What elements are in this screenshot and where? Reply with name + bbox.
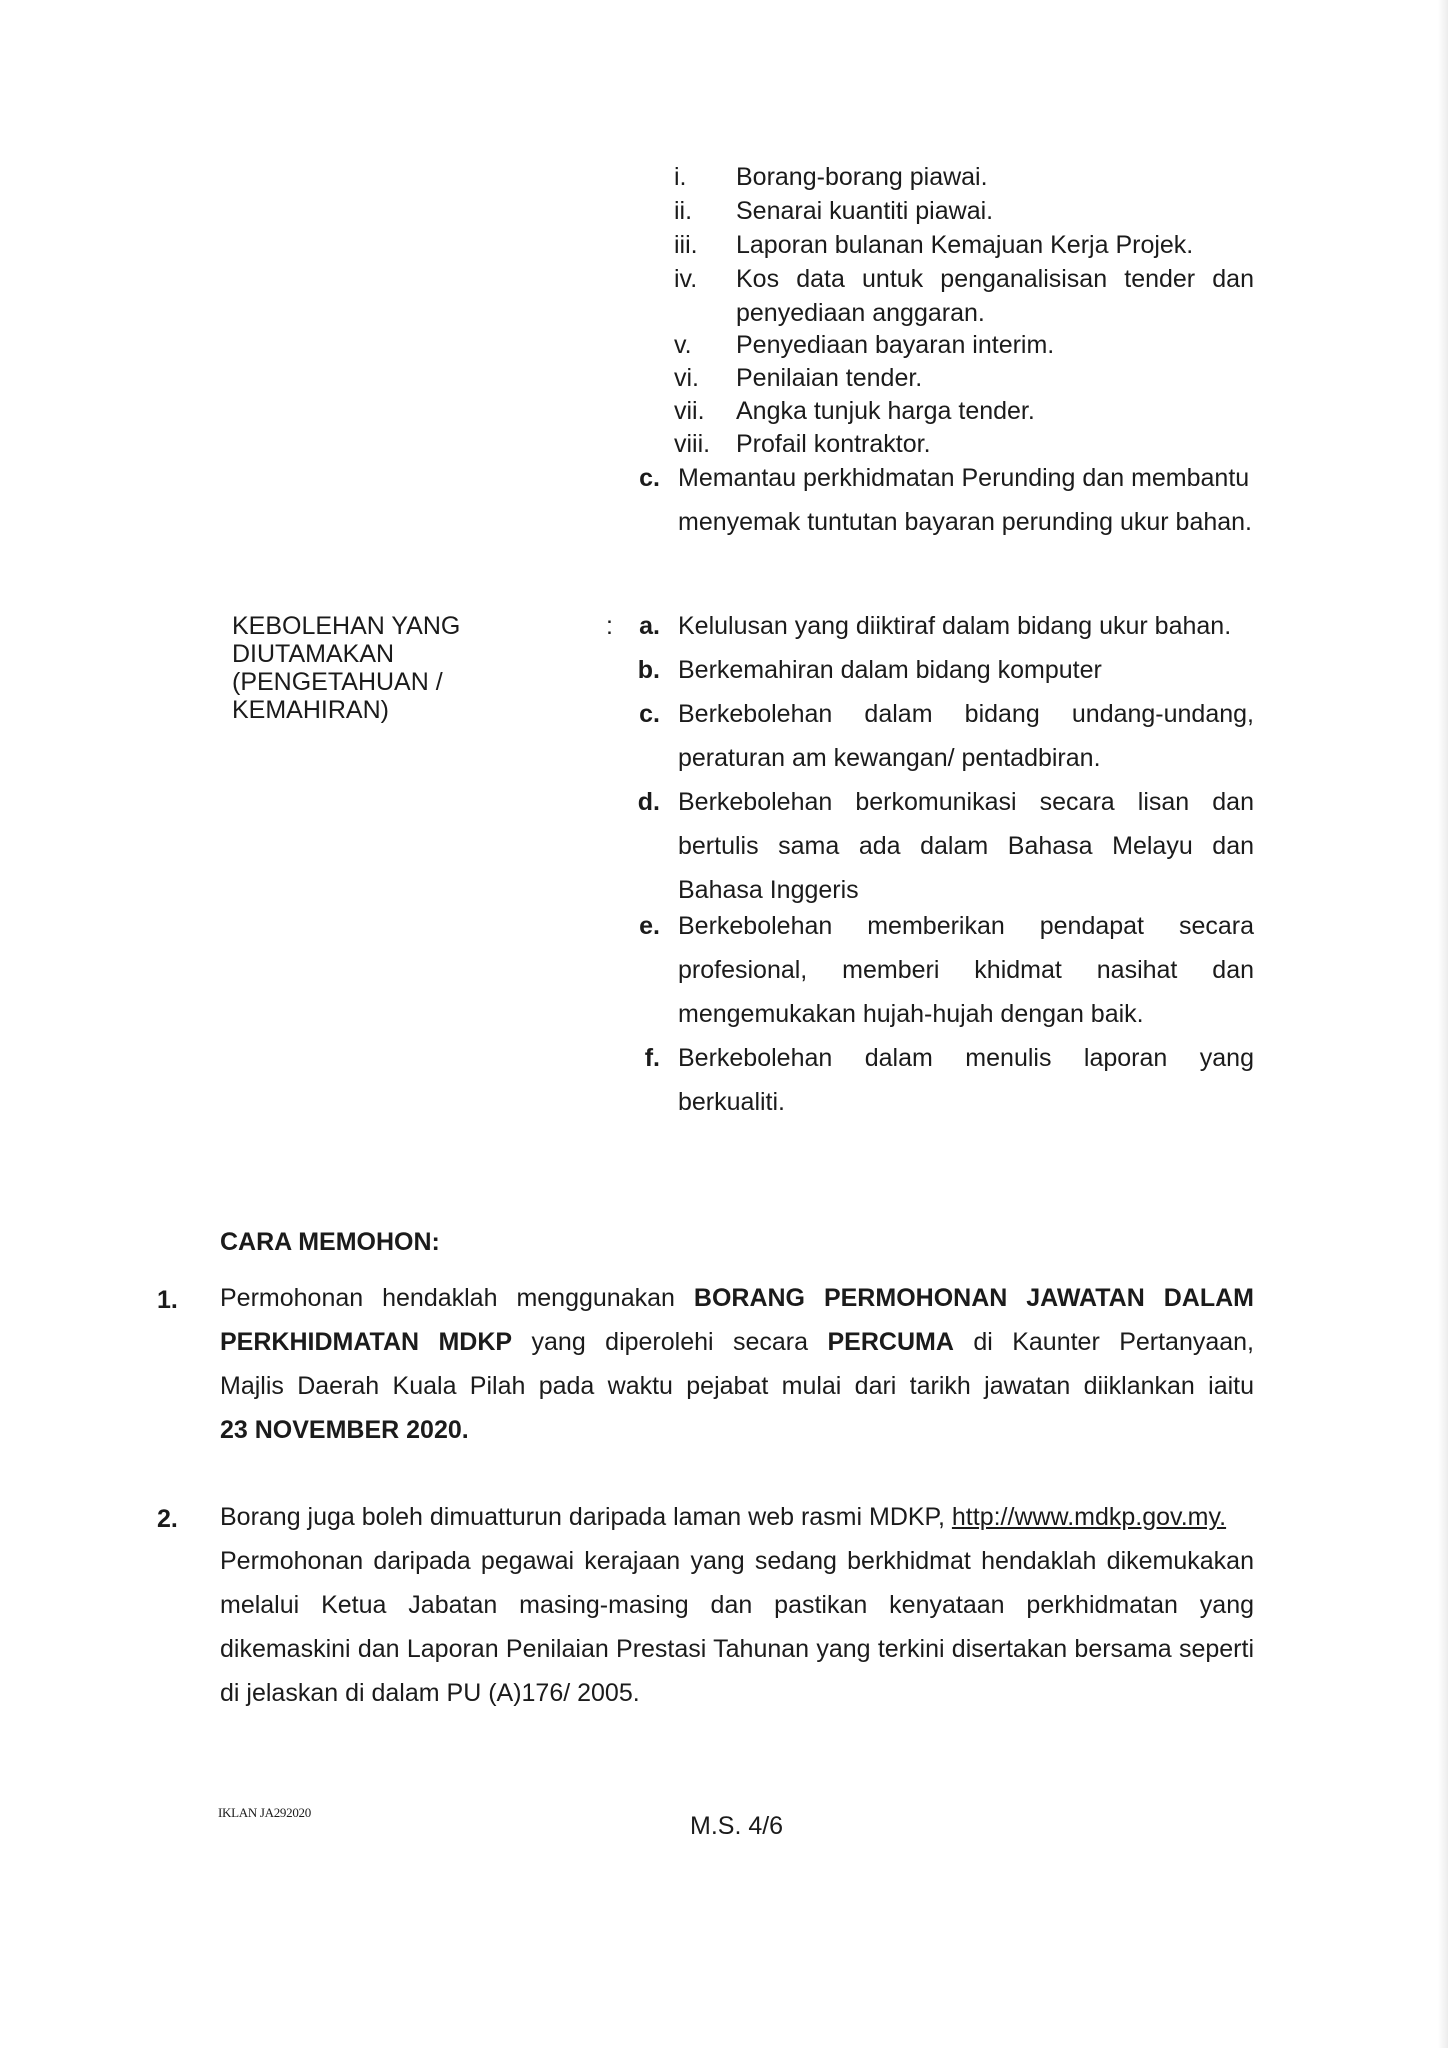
roman-number: iii. [674,231,698,259]
roman-number: v. [674,331,692,359]
page-number: M.S. 4/6 [690,1812,784,1840]
roman-number: vi. [674,364,699,392]
item-text [678,692,1254,780]
roman-text: Penilaian tender. [736,364,923,392]
roman-text: Senarai kuantiti piawai. [736,197,994,225]
roman-text: Profail kontraktor. [736,430,931,458]
roman-number: iv. [674,265,698,293]
paragraph-1 [220,1276,1254,1452]
roman-number: ii. [674,197,693,225]
paragraph-line: melalui Ketua Jabatan masing-masing dan pastikan kenyataan perkhidmatan yang [220,1591,1254,1619]
item-text-line: mengemukakan hujah-hujah dengan baik. [678,1000,1144,1028]
bold-text-run: PERCUMA [827,1328,954,1356]
roman-number: i. [674,163,687,191]
item-text [678,904,1254,1036]
roman-text: Angka tunjuk harga tender. [736,397,1035,425]
item-text-line: berkualiti. [678,1088,785,1116]
item-text [678,780,1254,912]
roman-text: Penyediaan bayaran interim. [736,331,1055,359]
roman-text: Borang-borang piawai. [736,163,988,191]
roman-text: penyediaan anggaran. [736,299,985,327]
item-text [678,1036,1254,1124]
item-letter: a. [639,612,660,640]
label-line: KEMAHIRAN) [232,696,389,724]
item-text [678,648,1254,692]
item-letter: b. [637,656,660,684]
bold-text-run: PERKHIDMATAN MDKP [220,1328,513,1356]
paragraph-2 [220,1495,1254,1715]
paragraph-line [220,1495,1254,1539]
bold-text-run: BORANG PERMOHONAN JAWATAN DALAM [693,1284,1254,1312]
roman-text: Kos data untuk penganalisisan tender dan [736,265,1254,293]
abilities-label [232,612,532,724]
item-text-line: Berkebolehan dalam bidang undang-undang, [678,700,1254,728]
label-colon: : [606,612,613,640]
section-heading: CARA MEMOHON: [220,1228,440,1256]
item-letter: d. [637,788,660,816]
paragraph-line: di jelaskan di dalam PU (A)176/ 2005. [220,1679,640,1707]
label-line: KEBOLEHAN YANG [232,612,461,640]
roman-number: viii. [674,430,711,458]
paragraph-line [220,1320,1254,1364]
label-line: DIUTAMAKAN [232,640,395,668]
item-letter: c. [639,700,660,728]
item-text-line: Berkebolehan memberikan pendapat secara [678,912,1254,940]
item-text-line: Berkebolehan berkomunikasi secara lisan dan [678,788,1254,816]
item-text-line: bertulis sama ada dalam Bahasa Melayu dan [678,832,1254,860]
item-text-line: Berkebolehan dalam menulis laporan yang [678,1044,1254,1072]
roman-number: vii. [674,397,705,425]
paragraph-number: 1. [157,1286,178,1314]
paragraph-line: Permohonan daripada pegawai kerajaan yang sedang berkhidmat hendaklah dikemukakan [220,1547,1254,1575]
item-text [678,456,1254,544]
paragraph-line [220,1276,1254,1320]
text-run: Borang juga boleh dimuatturun daripada laman web rasmi MDKP, [220,1503,945,1531]
item-text-line: Berkemahiran dalam bidang komputer [678,656,1102,684]
item-text-line: peraturan am kewangan/ pentadbiran. [678,744,1101,772]
item-text-line: Bahasa Inggeris [678,876,859,904]
label-line: (PENGETAHUAN / [232,668,443,696]
bold-text-run: 23 NOVEMBER 2020. [220,1416,469,1444]
text-run: yang diperolehi secara [531,1328,809,1356]
paragraph-line: Majlis Daerah Kuala Pilah pada waktu pejabat mulai dari tarikh jawatan diiklankan iaitu [220,1372,1254,1400]
page-edge-shadow [1438,0,1448,2048]
paragraph-line [220,1408,1254,1452]
item-letter: c. [639,464,660,492]
advertisement-reference: IKLAN JA292020 [218,1805,311,1820]
item-letter: e. [639,912,660,940]
item-text-line: menyemak tuntutan bayaran perunding ukur bahan. [678,508,1252,536]
text-run: di Kaunter Pertanyaan, [973,1328,1255,1356]
roman-text: Laporan bulanan Kemajuan Kerja Projek. [736,231,1194,259]
website-link[interactable]: http://www.mdkp.gov.my. [951,1503,1227,1531]
item-text-line: Kelulusan yang diiktiraf dalam bidang ukur bahan. [678,612,1232,640]
item-text [678,604,1254,648]
item-letter: f. [644,1044,660,1072]
paragraph-number: 2. [157,1505,178,1533]
item-text-line: Memantau perkhidmatan Perunding dan membantu [678,464,1250,492]
paragraph-line: dikemaskini dan Laporan Penilaian Prestasi Tahunan yang terkini disertakan bersama seperti [220,1635,1254,1663]
item-text-line: profesional, memberi khidmat nasihat dan [678,956,1254,984]
text-run: Permohonan hendaklah menggunakan [220,1284,675,1312]
